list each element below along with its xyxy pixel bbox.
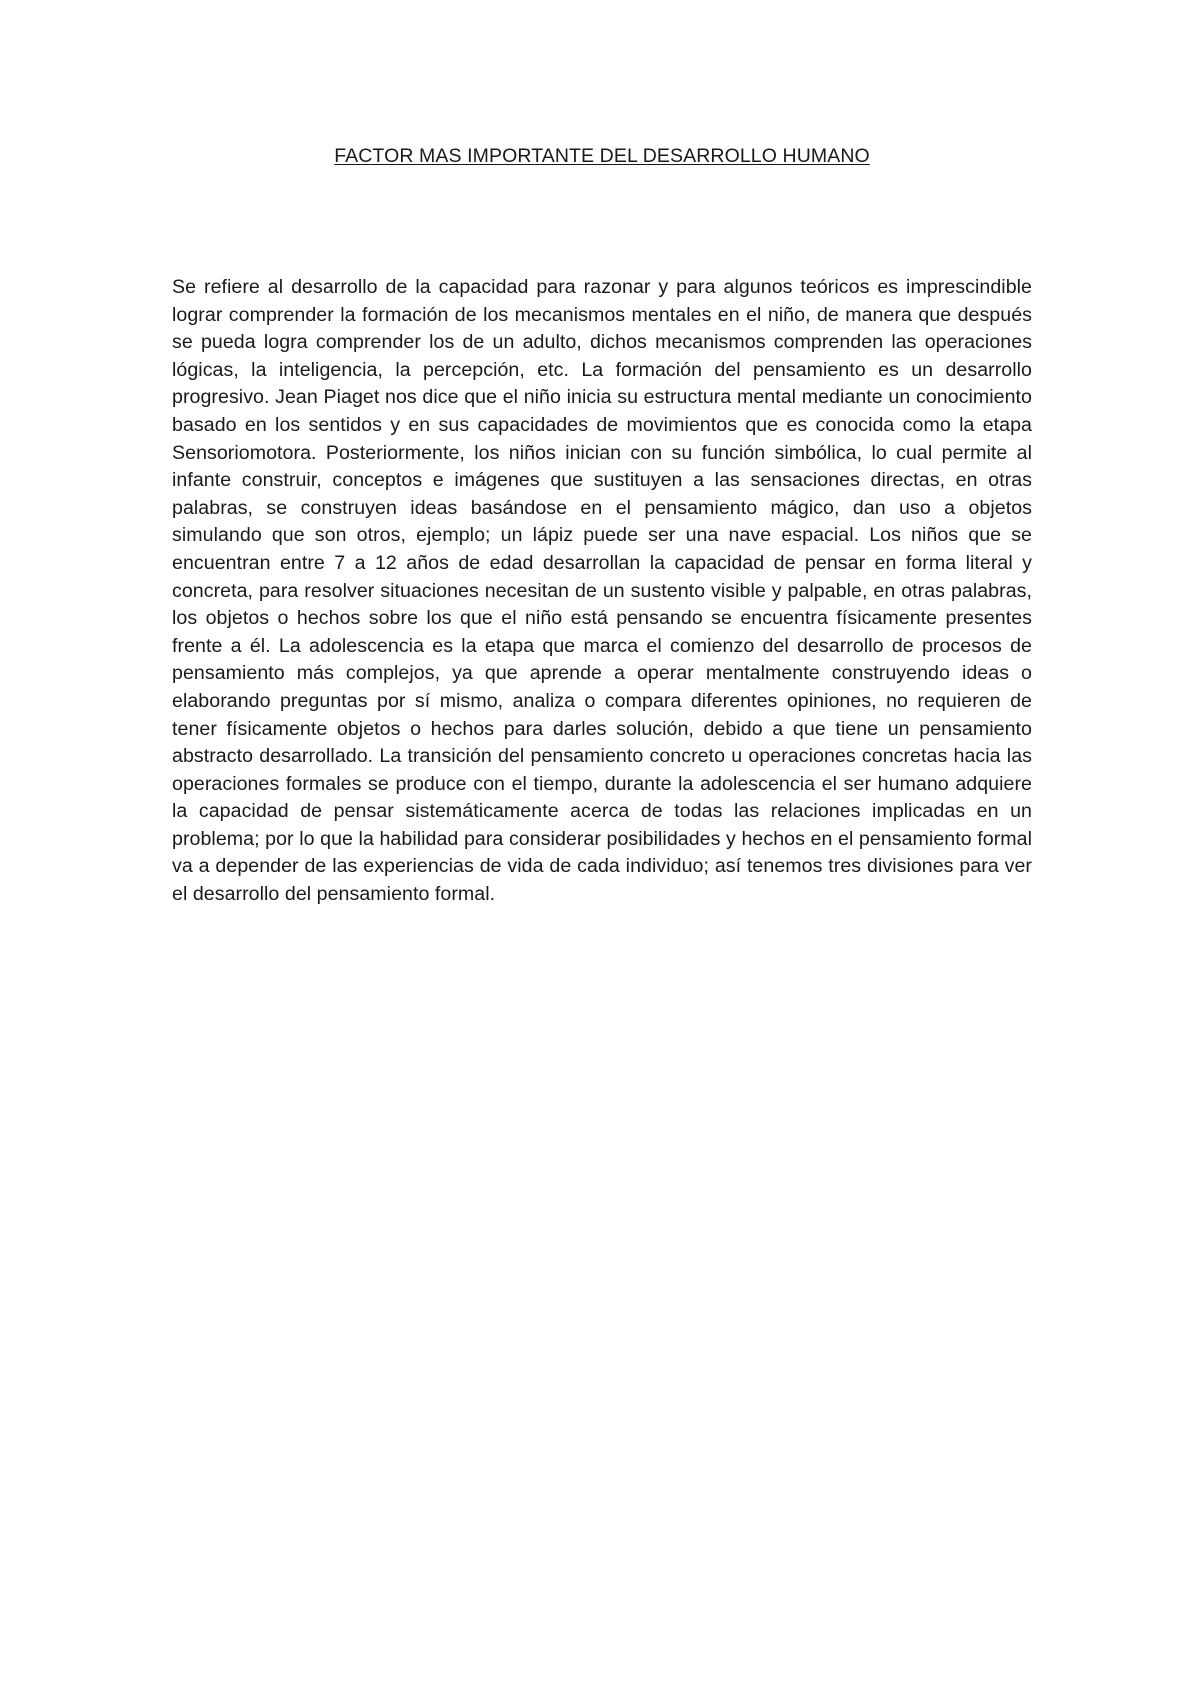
document-body-paragraph: Se refiere al desarrollo de la capacidad para razonar y para algunos teóricos es imprescindible lograr comprender la formación de los mecanismos mentales en el niño, de manera que después se pueda logra comprender los de un adulto, dichos mecanismos comprenden las operaciones lógicas, la inteligencia, la percepción, etc. La formación del pensamiento es un desarrollo progresivo. Jean Piaget nos dice que el niño inicia su estructura mental mediante un conocimiento basado en los sentidos y en sus capacidades de movimientos que es conocida como la etapa Sensoriomotora. Posteriormente, los niños inician con su función simbólica, lo cual permite al infante construir, conceptos e imágenes que sustituyen a las sensaciones directas, en otras palabras, se construyen ideas basándose en el pensamiento mágico, dan uso a objetos simulando que son otros, ejemplo; un lápiz puede ser una nave espacial. Los niños que se encuentran entre 7 a 12 años de edad desarrollan la capacidad de pensar en forma literal y concreta, para resolver situaciones necesitan de un sustento visible y palpable, en otras palabras, los objetos o hechos sobre los que el niño está pensando se encuentra físicamente presentes frente a él. La adolescencia es la etapa que marca el comienzo del desarrollo de procesos de pensamiento más complejos, ya que aprende a operar mentalmente construyendo ideas o elaborando preguntas por sí mismo, analiza o compara diferentes opiniones, no requieren de tener físicamente objetos o hechos para darles solución, debido a que tiene un pensamiento abstracto desarrollado. La transición del pensamiento concreto u operaciones concretas hacia las operaciones formales se produce con el tiempo, durante la adolescencia el ser humano adquiere la capacidad de pensar sistemáticamente acerca de todas las relaciones implicadas en un problema; por lo que la habilidad para considerar posibilidades y hechos en el pensamiento formal va a depender de las experiencias de vida de cada individuo; así tenemos tres divisiones para ver el desarrollo del pensamiento formal. xyxy=(172,276,1032,906)
document-title: FACTOR MAS IMPORTANTE DEL DESARROLLO HUMANO xyxy=(334,145,870,167)
